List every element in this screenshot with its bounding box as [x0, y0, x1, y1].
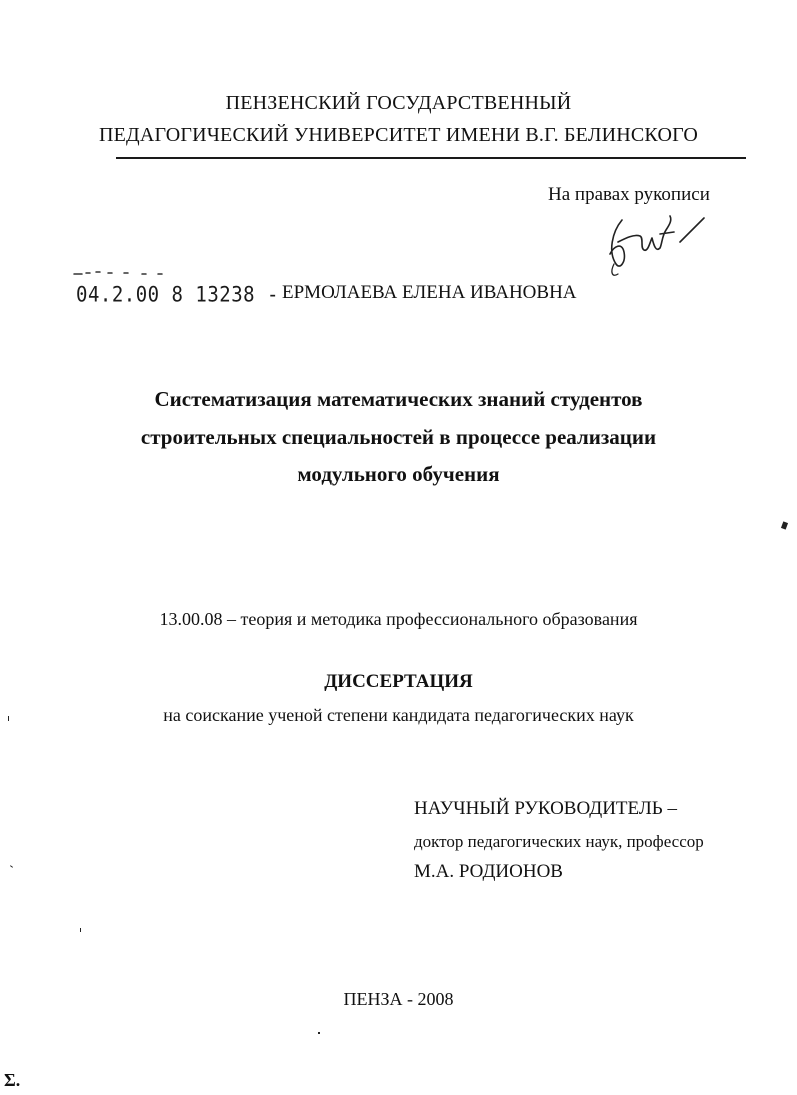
degree-description: на соискание ученой степени кандидата педагогических наук	[163, 705, 634, 725]
title-line1: Систематизация математических знаний студентов	[154, 387, 643, 411]
corner-scan-mark: Ʃ.	[4, 1070, 21, 1090]
author-name: ЕРМОЛАЕВА ЕЛЕНА ИВАНОВНА	[282, 282, 577, 303]
specialty-code: 13.00.08 – теория и методика профессионального образования	[159, 609, 638, 629]
title-line3: модульного обучения	[297, 462, 500, 486]
scan-speck	[80, 928, 81, 932]
scan-speck	[10, 865, 13, 868]
title-line2: строительных специальностей в процессе реализации	[140, 425, 657, 449]
header-rule	[116, 157, 746, 159]
city-year: ПЕНЗА - 2008	[343, 989, 454, 1009]
registration-stamp-number: 04.2.00 8 13238 -	[76, 283, 279, 308]
scan-speck	[781, 521, 788, 529]
advisor-name: М.А. РОДИОНОВ	[414, 861, 563, 882]
advisor-rank: доктор педагогических наук, профессор	[414, 832, 704, 851]
university-name-line2: ПЕДАГОГИЧЕСКИЙ УНИВЕРСИТЕТ ИМЕНИ В.Г. БЕЛИНСКОГО	[98, 124, 699, 146]
manuscript-rights-note: На правах рукописи	[548, 184, 710, 205]
author-signature	[600, 212, 710, 282]
university-name-line1: ПЕНЗЕНСКИЙ ГОСУДАРСТВЕННЫЙ	[225, 92, 572, 114]
dissertation-label: ДИССЕРТАЦИЯ	[324, 671, 473, 692]
advisor-label: НАУЧНЫЙ РУКОВОДИТЕЛЬ –	[414, 798, 677, 819]
stamp-dash-marks	[72, 266, 172, 278]
scan-speck	[318, 1032, 320, 1034]
scan-speck	[8, 716, 9, 721]
